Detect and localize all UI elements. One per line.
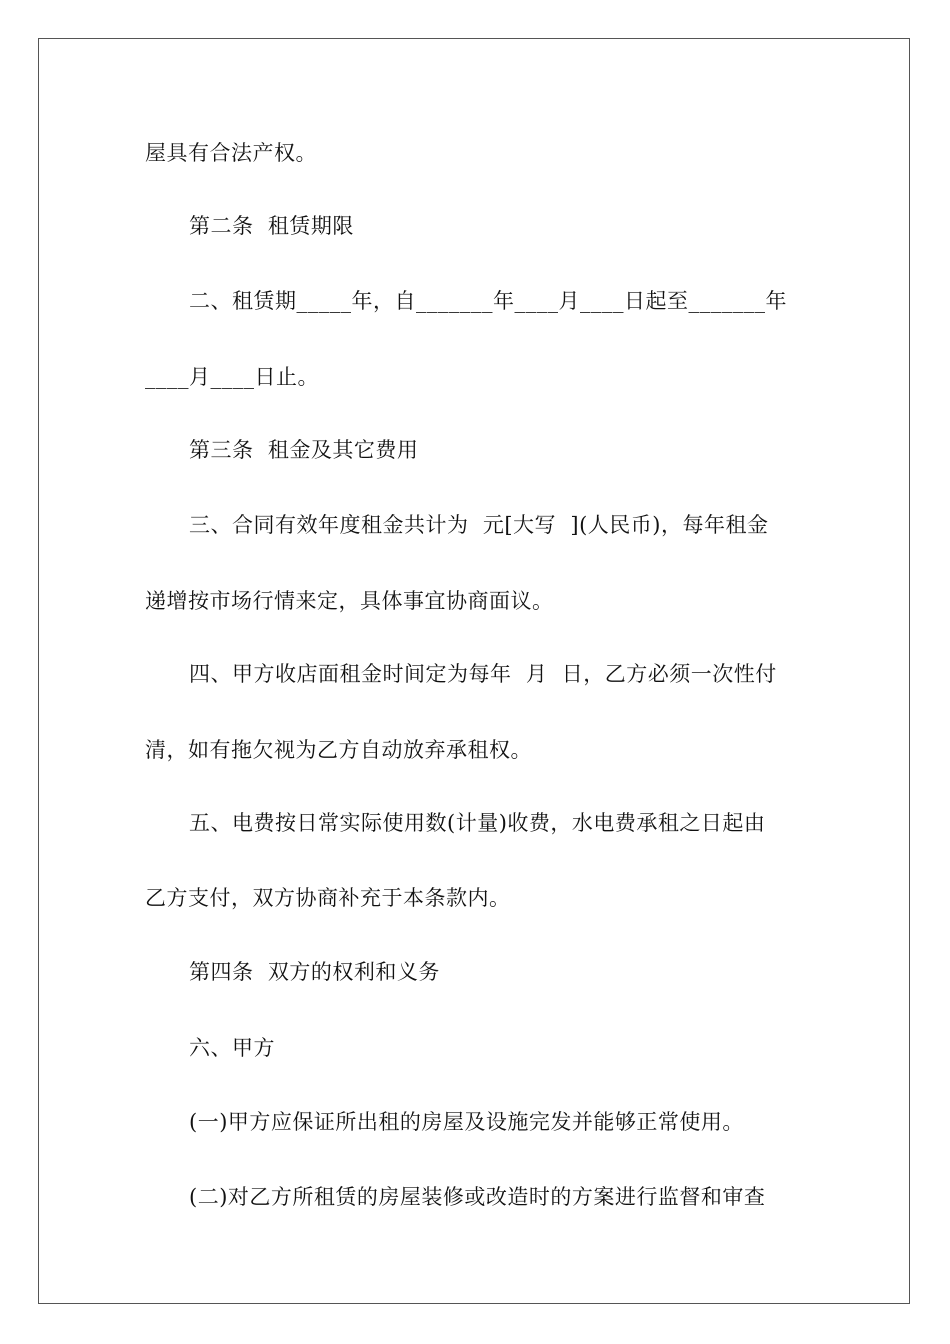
section-heading: 第四条 双方的权利和义务 — [189, 960, 440, 984]
paragraph-line: 六、甲方 — [189, 1036, 275, 1060]
paragraph-line: (一)甲方应保证所出租的房屋及设施完发并能够正常使用。 — [189, 1110, 744, 1134]
paragraph-line: 二、租赁期_____年，自_______年____月____日起至_______年 — [189, 289, 787, 313]
paragraph-line: ____月____日止。 — [145, 365, 319, 389]
paragraph-line: 三、合同有效年度租金共计为 元[大写 ](人民币)，每年租金 — [189, 513, 769, 537]
paragraph-line: 屋具有合法产权。 — [145, 141, 317, 165]
section-heading: 第三条 租金及其它费用 — [189, 438, 419, 462]
paragraph-line: 四、甲方收店面租金时间定为每年 月 日，乙方必须一次性付 — [189, 662, 777, 686]
paragraph-line: 递增按市场行情来定，具体事宜协商面议。 — [145, 589, 554, 613]
paragraph-line: (二)对乙方所租赁的房屋装修或改造时的方案进行监督和审查 — [189, 1185, 766, 1209]
paragraph-line: 清，如有拖欠视为乙方自动放弃承租权。 — [145, 738, 532, 762]
paragraph-line: 五、电费按日常实际使用数(计量)收费，水电费承租之日起由 — [189, 811, 766, 835]
paragraph-line: 乙方支付，双方协商补充于本条款内。 — [145, 886, 511, 910]
section-heading: 第二条 租赁期限 — [189, 214, 354, 238]
